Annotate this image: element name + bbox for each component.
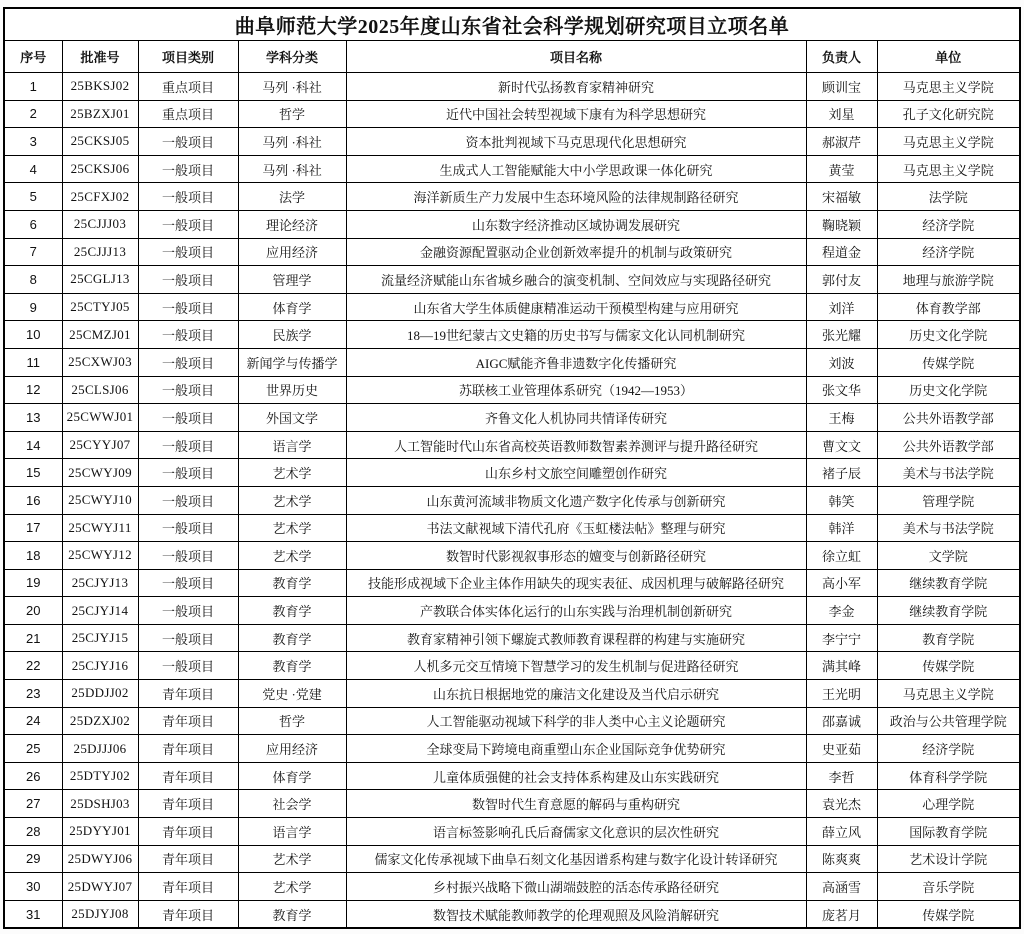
cell-leader: 张文华	[806, 376, 877, 404]
cell-project-name: 全球变局下跨境电商重塑山东企业国际竞争优势研究	[346, 735, 806, 763]
cell-category: 一般项目	[138, 486, 238, 514]
cell-discipline: 哲学	[238, 100, 346, 128]
cell-approval-no: 25CTYJ05	[62, 293, 138, 321]
cell-unit: 经济学院	[877, 735, 1020, 763]
cell-discipline: 教育学	[238, 569, 346, 597]
cell-leader: 李金	[806, 597, 877, 625]
cell-project-name: 金融资源配置驱动企业创新效率提升的机制与政策研究	[346, 238, 806, 266]
table-row	[4, 597, 1020, 625]
column-header-approval-no: 批准号	[62, 41, 138, 73]
cell-unit: 地理与旅游学院	[877, 266, 1020, 294]
cell-unit: 艺术设计学院	[877, 845, 1020, 873]
cell-approval-no: 25CJJJ13	[62, 238, 138, 266]
cell-project-name: 书法文献视域下清代孔府《玉虹楼法帖》整理与研究	[346, 514, 806, 542]
cell-approval-no: 25CXWJ03	[62, 348, 138, 376]
cell-category: 一般项目	[138, 128, 238, 156]
cell-unit: 法学院	[877, 183, 1020, 211]
cell-leader: 薛立风	[806, 818, 877, 846]
cell-discipline: 艺术学	[238, 486, 346, 514]
table-row	[4, 569, 1020, 597]
cell-approval-no: 25DTYJ02	[62, 762, 138, 790]
cell-category: 一般项目	[138, 293, 238, 321]
cell-approval-no: 25CWYJ11	[62, 514, 138, 542]
cell-category: 青年项目	[138, 900, 238, 928]
column-header-category: 项目类别	[138, 41, 238, 73]
table-body	[4, 73, 1020, 929]
cell-approval-no: 25BKSJ02	[62, 73, 138, 101]
cell-no: 9	[4, 293, 62, 321]
cell-category: 一般项目	[138, 459, 238, 487]
cell-leader: 程道金	[806, 238, 877, 266]
cell-no: 22	[4, 652, 62, 680]
cell-category: 一般项目	[138, 624, 238, 652]
table-row	[4, 238, 1020, 266]
cell-unit: 历史文化学院	[877, 376, 1020, 404]
cell-discipline: 民族学	[238, 321, 346, 349]
cell-approval-no: 25DWYJ06	[62, 845, 138, 873]
cell-no: 31	[4, 900, 62, 928]
cell-unit: 马克思主义学院	[877, 680, 1020, 708]
cell-no: 19	[4, 569, 62, 597]
cell-category: 青年项目	[138, 680, 238, 708]
cell-discipline: 世界历史	[238, 376, 346, 404]
cell-unit: 经济学院	[877, 210, 1020, 238]
table-row	[4, 155, 1020, 183]
cell-category: 青年项目	[138, 762, 238, 790]
cell-leader: 曹文文	[806, 431, 877, 459]
cell-leader: 史亚茹	[806, 735, 877, 763]
table-row	[4, 790, 1020, 818]
cell-leader: 满其峰	[806, 652, 877, 680]
cell-unit: 孔子文化研究院	[877, 100, 1020, 128]
cell-no: 18	[4, 542, 62, 570]
cell-category: 青年项目	[138, 735, 238, 763]
cell-project-name: 数智时代影视叙事形态的嬗变与创新路径研究	[346, 542, 806, 570]
cell-leader: 袁光杰	[806, 790, 877, 818]
cell-approval-no: 25CKSJ05	[62, 128, 138, 156]
cell-no: 10	[4, 321, 62, 349]
cell-category: 一般项目	[138, 542, 238, 570]
table-row	[4, 376, 1020, 404]
cell-unit: 美术与书法学院	[877, 459, 1020, 487]
table-row	[4, 680, 1020, 708]
cell-discipline: 应用经济	[238, 238, 346, 266]
cell-discipline: 艺术学	[238, 542, 346, 570]
cell-category: 一般项目	[138, 321, 238, 349]
cell-leader: 张光耀	[806, 321, 877, 349]
cell-leader: 高涵雪	[806, 873, 877, 901]
cell-approval-no: 25CJYJ14	[62, 597, 138, 625]
cell-unit: 马克思主义学院	[877, 155, 1020, 183]
cell-leader: 陈爽爽	[806, 845, 877, 873]
cell-unit: 文学院	[877, 542, 1020, 570]
cell-discipline: 新闻学与传播学	[238, 348, 346, 376]
cell-category: 重点项目	[138, 73, 238, 101]
cell-project-name: 儒家文化传承视域下曲阜石刻文化基因谱系构建与数字化设计转译研究	[346, 845, 806, 873]
cell-approval-no: 25DDJJ02	[62, 680, 138, 708]
cell-no: 8	[4, 266, 62, 294]
cell-unit: 公共外语教学部	[877, 431, 1020, 459]
cell-approval-no: 25CFXJ02	[62, 183, 138, 211]
cell-approval-no: 25CYYJ07	[62, 431, 138, 459]
cell-category: 一般项目	[138, 569, 238, 597]
cell-project-name: 海洋新质生产力发展中生态环境风险的法律规制路径研究	[346, 183, 806, 211]
cell-no: 11	[4, 348, 62, 376]
cell-discipline: 语言学	[238, 431, 346, 459]
cell-no: 30	[4, 873, 62, 901]
cell-discipline: 马列 ·科社	[238, 155, 346, 183]
cell-no: 29	[4, 845, 62, 873]
cell-category: 一般项目	[138, 266, 238, 294]
cell-leader: 顾训宝	[806, 73, 877, 101]
cell-project-name: 资本批判视域下马克思现代化思想研究	[346, 128, 806, 156]
table-row	[4, 293, 1020, 321]
table-row	[4, 707, 1020, 735]
table-row	[4, 348, 1020, 376]
cell-category: 一般项目	[138, 431, 238, 459]
cell-no: 27	[4, 790, 62, 818]
cell-leader: 郝淑芹	[806, 128, 877, 156]
cell-no: 24	[4, 707, 62, 735]
page-title: 曲阜师范大学2025年度山东省社会科学规划研究项目立项名单	[4, 8, 1020, 41]
cell-discipline: 教育学	[238, 652, 346, 680]
cell-no: 2	[4, 100, 62, 128]
cell-approval-no: 25DJJJ06	[62, 735, 138, 763]
cell-no: 20	[4, 597, 62, 625]
cell-category: 青年项目	[138, 845, 238, 873]
cell-project-name: 教育家精神引领下螺旋式教师教育课程群的构建与实施研究	[346, 624, 806, 652]
cell-no: 13	[4, 404, 62, 432]
cell-project-name: 儿童体质强健的社会支持体系构建及山东实践研究	[346, 762, 806, 790]
cell-unit: 马克思主义学院	[877, 73, 1020, 101]
cell-unit: 国际教育学院	[877, 818, 1020, 846]
cell-project-name: 齐鲁文化人机协同共情译传研究	[346, 404, 806, 432]
cell-unit: 教育学院	[877, 624, 1020, 652]
table-row	[4, 735, 1020, 763]
cell-unit: 继续教育学院	[877, 569, 1020, 597]
cell-leader: 王光明	[806, 680, 877, 708]
cell-approval-no: 25DYYJ01	[62, 818, 138, 846]
cell-approval-no: 25CWYJ10	[62, 486, 138, 514]
cell-project-name: 山东数字经济推动区域协调发展研究	[346, 210, 806, 238]
cell-approval-no: 25CJYJ16	[62, 652, 138, 680]
cell-approval-no: 25DSHJ03	[62, 790, 138, 818]
table-row	[4, 459, 1020, 487]
cell-approval-no: 25DJYJ08	[62, 900, 138, 928]
table-row	[4, 818, 1020, 846]
cell-project-name: 流量经济赋能山东省城乡融合的演变机制、空间效应与实现路径研究	[346, 266, 806, 294]
cell-leader: 鞠晓颖	[806, 210, 877, 238]
cell-no: 21	[4, 624, 62, 652]
cell-no: 17	[4, 514, 62, 542]
column-header-unit: 单位	[877, 41, 1020, 73]
cell-leader: 李宁宁	[806, 624, 877, 652]
cell-no: 7	[4, 238, 62, 266]
cell-category: 一般项目	[138, 652, 238, 680]
table-row	[4, 100, 1020, 128]
cell-discipline: 马列 ·科社	[238, 73, 346, 101]
cell-unit: 经济学院	[877, 238, 1020, 266]
cell-approval-no: 25CMZJ01	[62, 321, 138, 349]
cell-leader: 黄莹	[806, 155, 877, 183]
table-row	[4, 128, 1020, 156]
cell-project-name: 数智技术赋能教师教学的伦理观照及风险消解研究	[346, 900, 806, 928]
cell-no: 23	[4, 680, 62, 708]
cell-unit: 传媒学院	[877, 900, 1020, 928]
table-row	[4, 845, 1020, 873]
cell-no: 4	[4, 155, 62, 183]
cell-approval-no: 25CWYJ09	[62, 459, 138, 487]
table-row	[4, 873, 1020, 901]
cell-category: 一般项目	[138, 404, 238, 432]
cell-discipline: 马列 ·科社	[238, 128, 346, 156]
table-row	[4, 404, 1020, 432]
cell-category: 青年项目	[138, 707, 238, 735]
cell-unit: 传媒学院	[877, 348, 1020, 376]
cell-leader: 徐立虹	[806, 542, 877, 570]
cell-approval-no: 25CLSJ06	[62, 376, 138, 404]
cell-discipline: 教育学	[238, 900, 346, 928]
cell-approval-no: 25CKSJ06	[62, 155, 138, 183]
table-row	[4, 514, 1020, 542]
cell-discipline: 管理学	[238, 266, 346, 294]
cell-leader: 刘波	[806, 348, 877, 376]
table-row	[4, 73, 1020, 101]
cell-approval-no: 25BZXJ01	[62, 100, 138, 128]
cell-project-name: 人机多元交互情境下智慧学习的发生机制与促进路径研究	[346, 652, 806, 680]
cell-unit: 历史文化学院	[877, 321, 1020, 349]
cell-leader: 庞茗月	[806, 900, 877, 928]
cell-category: 一般项目	[138, 183, 238, 211]
column-header-discipline: 学科分类	[238, 41, 346, 73]
cell-unit: 公共外语教学部	[877, 404, 1020, 432]
cell-approval-no: 25CJJJ03	[62, 210, 138, 238]
table-row	[4, 542, 1020, 570]
cell-project-name: 产教联合体实体化运行的山东实践与治理机制创新研究	[346, 597, 806, 625]
cell-leader: 褚子辰	[806, 459, 877, 487]
cell-category: 一般项目	[138, 597, 238, 625]
table-row	[4, 762, 1020, 790]
cell-discipline: 外国文学	[238, 404, 346, 432]
cell-unit: 体育科学学院	[877, 762, 1020, 790]
cell-project-name: 18—19世纪蒙古文史籍的历史书写与儒家文化认同机制研究	[346, 321, 806, 349]
table-row	[4, 183, 1020, 211]
cell-category: 重点项目	[138, 100, 238, 128]
table-row	[4, 321, 1020, 349]
cell-unit: 传媒学院	[877, 652, 1020, 680]
table-row	[4, 486, 1020, 514]
cell-discipline: 艺术学	[238, 845, 346, 873]
cell-category: 一般项目	[138, 348, 238, 376]
cell-category: 青年项目	[138, 873, 238, 901]
cell-discipline: 法学	[238, 183, 346, 211]
cell-no: 16	[4, 486, 62, 514]
cell-project-name: 语言标签影响孔氏后裔儒家文化意识的层次性研究	[346, 818, 806, 846]
cell-unit: 马克思主义学院	[877, 128, 1020, 156]
cell-approval-no: 25CWWJ01	[62, 404, 138, 432]
cell-project-name: 山东省大学生体质健康精准运动干预模型构建与应用研究	[346, 293, 806, 321]
cell-discipline: 社会学	[238, 790, 346, 818]
cell-no: 14	[4, 431, 62, 459]
cell-leader: 高小军	[806, 569, 877, 597]
cell-discipline: 教育学	[238, 597, 346, 625]
cell-unit: 继续教育学院	[877, 597, 1020, 625]
cell-leader: 宋福敏	[806, 183, 877, 211]
cell-project-name: 新时代弘扬教育家精神研究	[346, 73, 806, 101]
project-approval-table	[3, 7, 1021, 929]
cell-project-name: 人工智能驱动视域下科学的非人类中心主义论题研究	[346, 707, 806, 735]
cell-category: 青年项目	[138, 790, 238, 818]
cell-discipline: 党史 ·党建	[238, 680, 346, 708]
cell-leader: 刘洋	[806, 293, 877, 321]
cell-unit: 体育教学部	[877, 293, 1020, 321]
cell-leader: 韩笑	[806, 486, 877, 514]
cell-category: 青年项目	[138, 818, 238, 846]
table-row	[4, 624, 1020, 652]
header-row	[4, 41, 1020, 73]
cell-discipline: 艺术学	[238, 514, 346, 542]
cell-category: 一般项目	[138, 155, 238, 183]
cell-leader: 李哲	[806, 762, 877, 790]
cell-project-name: 苏联核工业管理体系研究（1942—1953）	[346, 376, 806, 404]
cell-category: 一般项目	[138, 238, 238, 266]
cell-project-name: 山东抗日根据地党的廉洁文化建设及当代启示研究	[346, 680, 806, 708]
table-row	[4, 652, 1020, 680]
cell-unit: 管理学院	[877, 486, 1020, 514]
cell-no: 28	[4, 818, 62, 846]
cell-project-name: 乡村振兴战略下微山湖端鼓腔的活态传承路径研究	[346, 873, 806, 901]
cell-leader: 刘星	[806, 100, 877, 128]
cell-no: 1	[4, 73, 62, 101]
cell-project-name: 近代中国社会转型视域下康有为科学思想研究	[346, 100, 806, 128]
cell-project-name: 人工智能时代山东省高校英语教师数智素养测评与提升路径研究	[346, 431, 806, 459]
cell-unit: 政治与公共管理学院	[877, 707, 1020, 735]
cell-discipline: 理论经济	[238, 210, 346, 238]
cell-leader: 郭付友	[806, 266, 877, 294]
cell-project-name: 山东黄河流域非物质文化遗产数字化传承与创新研究	[346, 486, 806, 514]
cell-project-name: 技能形成视域下企业主体作用缺失的现实表征、成因机理与破解路径研究	[346, 569, 806, 597]
cell-approval-no: 25DWYJ07	[62, 873, 138, 901]
cell-category: 一般项目	[138, 514, 238, 542]
cell-no: 25	[4, 735, 62, 763]
cell-project-name: 数智时代生育意愿的解码与重构研究	[346, 790, 806, 818]
cell-project-name: 生成式人工智能赋能大中小学思政课一体化研究	[346, 155, 806, 183]
cell-discipline: 语言学	[238, 818, 346, 846]
cell-leader: 王梅	[806, 404, 877, 432]
cell-discipline: 体育学	[238, 762, 346, 790]
cell-project-name: AIGC赋能齐鲁非遗数字化传播研究	[346, 348, 806, 376]
cell-approval-no: 25CWYJ12	[62, 542, 138, 570]
cell-leader: 韩洋	[806, 514, 877, 542]
cell-discipline: 应用经济	[238, 735, 346, 763]
cell-discipline: 教育学	[238, 624, 346, 652]
cell-unit: 美术与书法学院	[877, 514, 1020, 542]
title-row	[4, 8, 1020, 41]
cell-discipline: 哲学	[238, 707, 346, 735]
table-row	[4, 266, 1020, 294]
table-row	[4, 210, 1020, 238]
cell-approval-no: 25CJYJ15	[62, 624, 138, 652]
cell-no: 12	[4, 376, 62, 404]
column-header-leader: 负责人	[806, 41, 877, 73]
column-header-no: 序号	[4, 41, 62, 73]
table-row	[4, 900, 1020, 928]
cell-unit: 心理学院	[877, 790, 1020, 818]
table-row	[4, 431, 1020, 459]
cell-no: 15	[4, 459, 62, 487]
cell-discipline: 体育学	[238, 293, 346, 321]
cell-no: 26	[4, 762, 62, 790]
cell-approval-no: 25CGLJ13	[62, 266, 138, 294]
cell-approval-no: 25DZXJ02	[62, 707, 138, 735]
cell-discipline: 艺术学	[238, 873, 346, 901]
cell-no: 3	[4, 128, 62, 156]
cell-no: 5	[4, 183, 62, 211]
cell-unit: 音乐学院	[877, 873, 1020, 901]
cell-discipline: 艺术学	[238, 459, 346, 487]
cell-category: 一般项目	[138, 210, 238, 238]
cell-no: 6	[4, 210, 62, 238]
cell-approval-no: 25CJYJ13	[62, 569, 138, 597]
cell-project-name: 山东乡村文旅空间雕塑创作研究	[346, 459, 806, 487]
cell-leader: 邵嘉诚	[806, 707, 877, 735]
cell-category: 一般项目	[138, 376, 238, 404]
column-header-project-name: 项目名称	[346, 41, 806, 73]
